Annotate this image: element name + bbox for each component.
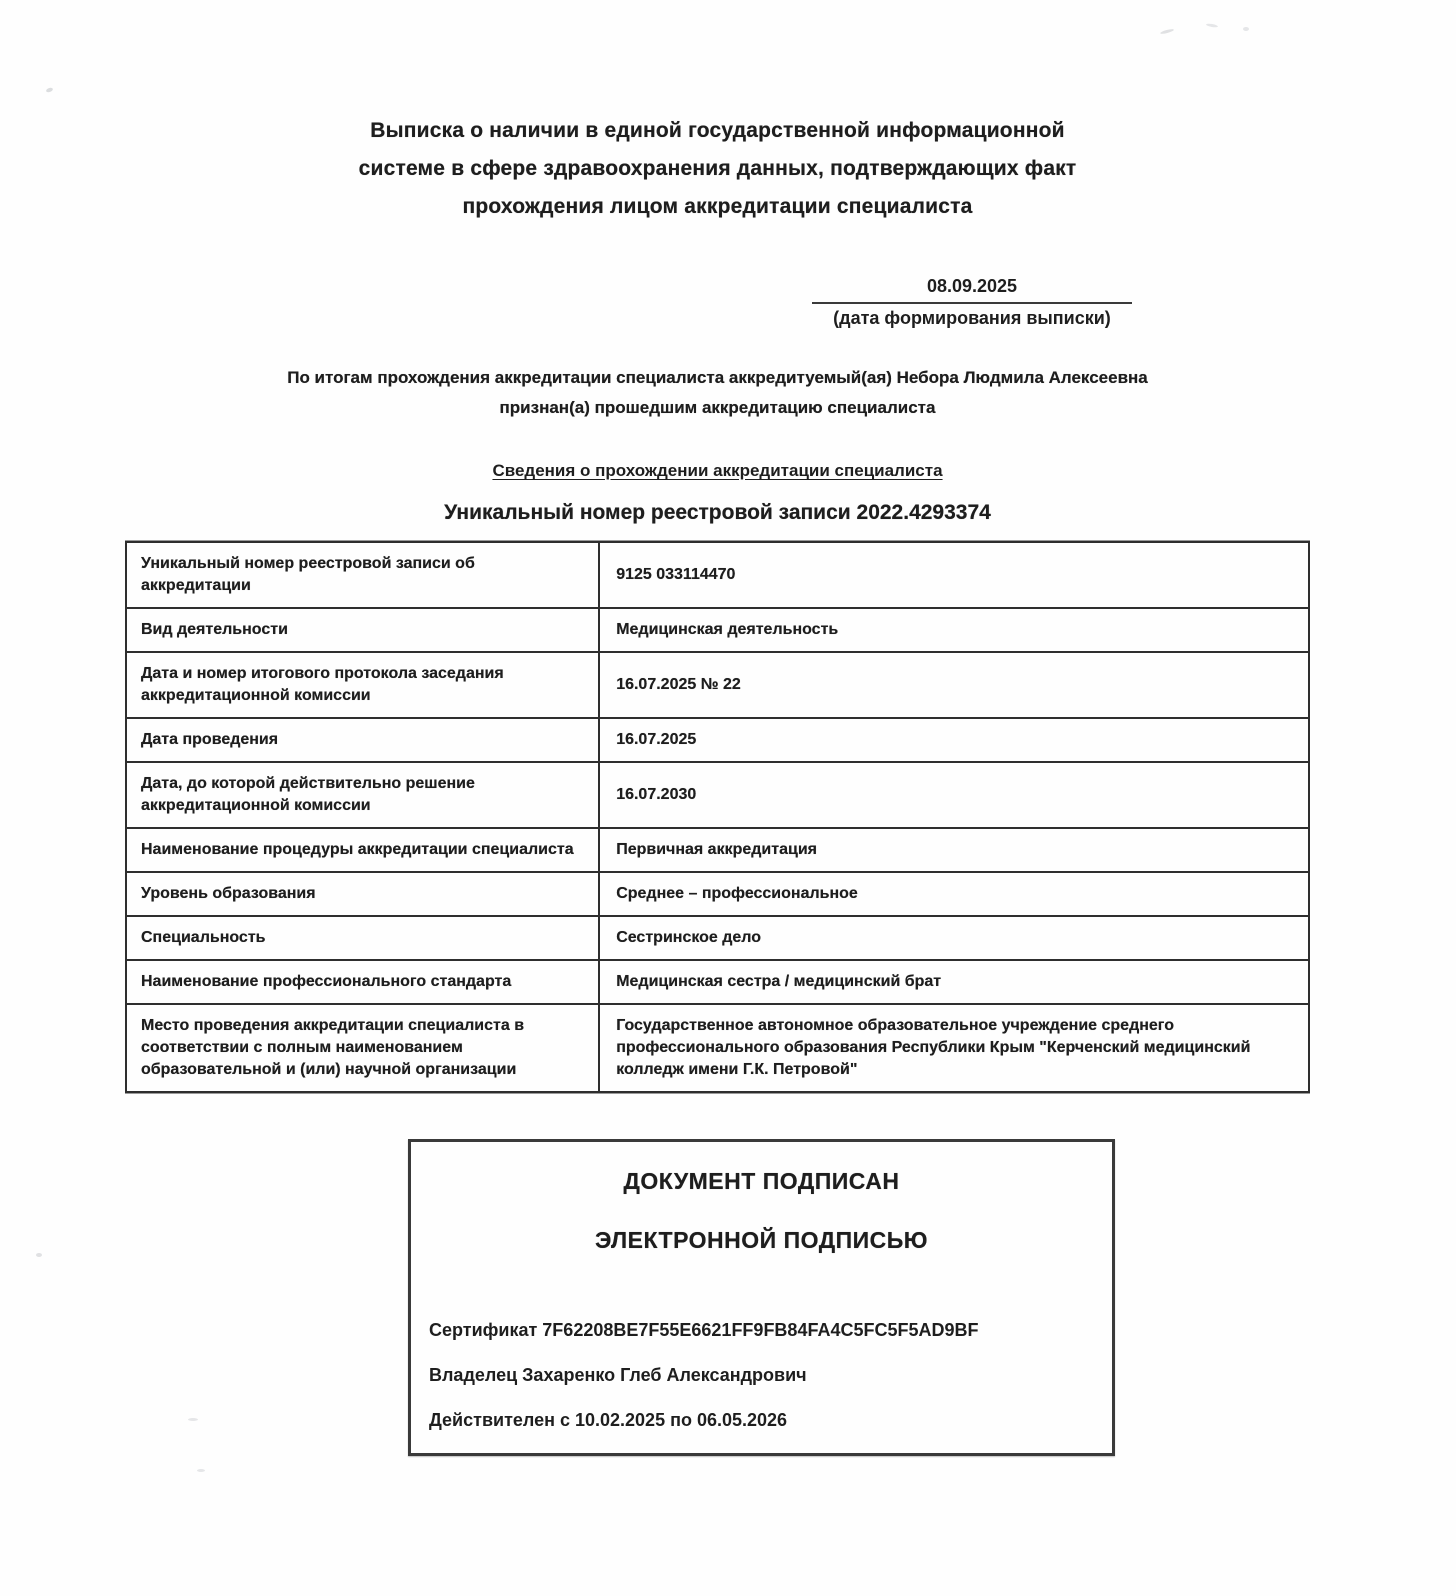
validity-line: Действителен с 10.02.2025 по 06.05.2026: [429, 1410, 788, 1430]
table-row: [126, 652, 1309, 718]
document-title-line: Выписка о наличии в единой государственной информационной: [370, 119, 1065, 142]
row-value: Медицинская сестра / медицинский брат: [599, 960, 1309, 1004]
scan-artifact: [36, 1253, 42, 1257]
row-value: Сестринское дело: [599, 916, 1309, 960]
extract-date-block: [812, 276, 1132, 329]
row-value: 16.07.2025 № 22: [599, 652, 1309, 718]
row-value: Медицинская деятельность: [599, 608, 1309, 652]
table-row: [126, 542, 1309, 608]
accreditation-result-line: признан(а) прошедшим аккредитацию специалиста: [499, 398, 936, 417]
scan-artifact: [197, 1469, 205, 1472]
table-row: [126, 960, 1309, 1004]
certificate-line: Сертификат 7F62208BE7F55E6621FF9FB84FA4C5FC5F5AD9BF: [429, 1320, 979, 1340]
owner-line: Владелец Захаренко Глеб Александрович: [429, 1365, 807, 1385]
row-label: Дата, до которой действительно решение аккредитационной комиссии: [126, 762, 599, 828]
document-content: [125, 0, 1310, 1456]
row-value: Первичная аккредитация: [599, 828, 1309, 872]
row-value: 16.07.2030: [599, 762, 1309, 828]
row-value: 9125 033114470: [599, 542, 1309, 608]
row-value: Государственное автономное образовательное учреждение среднего профессионального образования Республики Крым "Керченский медицинский колледж имени Г.К. Петровой": [599, 1004, 1309, 1092]
section-heading: Сведения о прохождении аккредитации специалиста: [492, 461, 943, 480]
accreditation-result-statement: [125, 363, 1310, 423]
table-row: [126, 762, 1309, 828]
registry-number-heading: Уникальный номер реестровой записи 2022.4293374: [444, 501, 991, 524]
row-label: Наименование профессионального стандарта: [126, 960, 599, 1004]
row-label: Вид деятельности: [126, 608, 599, 652]
row-label: Дата и номер итогового протокола заседания аккредитационной комиссии: [126, 652, 599, 718]
extract-date-caption: (дата формирования выписки): [833, 308, 1111, 328]
signature-box: [408, 1139, 1115, 1456]
accreditation-result-line: По итогам прохождения аккредитации специалиста аккредитуемый(ая) Небора Людмила Алексеевна: [287, 368, 1148, 387]
extract-date: 08.09.2025: [812, 276, 1132, 304]
table-row: [126, 1004, 1309, 1092]
document-title: [125, 0, 1310, 226]
accreditation-table: [125, 541, 1310, 1093]
row-value: 16.07.2025: [599, 718, 1309, 762]
signature-title-line1: ДОКУМЕНТ ПОДПИСАН: [623, 1168, 900, 1194]
row-label: Место проведения аккредитации специалиста в соответствии с полным наименованием образовательной и (или) научной организации: [126, 1004, 599, 1092]
row-label: Специальность: [126, 916, 599, 960]
row-label: Наименование процедуры аккредитации специалиста: [126, 828, 599, 872]
document-title-line: системе в сфере здравоохранения данных, подтверждающих факт: [358, 157, 1077, 180]
document-title-line: прохождения лицом аккредитации специалиста: [462, 195, 973, 218]
table-row: [126, 608, 1309, 652]
row-label: Дата проведения: [126, 718, 599, 762]
row-value: Среднее – профессиональное: [599, 872, 1309, 916]
table-row: [126, 718, 1309, 762]
signature-title-line2: ЭЛЕКТРОННОЙ ПОДПИСЬЮ: [594, 1227, 928, 1253]
signature-details: [429, 1320, 1094, 1431]
row-label: Уникальный номер реестровой записи об аккредитации: [126, 542, 599, 608]
table-row: [126, 872, 1309, 916]
scan-artifact: [46, 87, 54, 93]
accreditation-table-body: [126, 542, 1309, 1092]
table-row: [126, 916, 1309, 960]
row-label: Уровень образования: [126, 872, 599, 916]
table-row: [126, 828, 1309, 872]
